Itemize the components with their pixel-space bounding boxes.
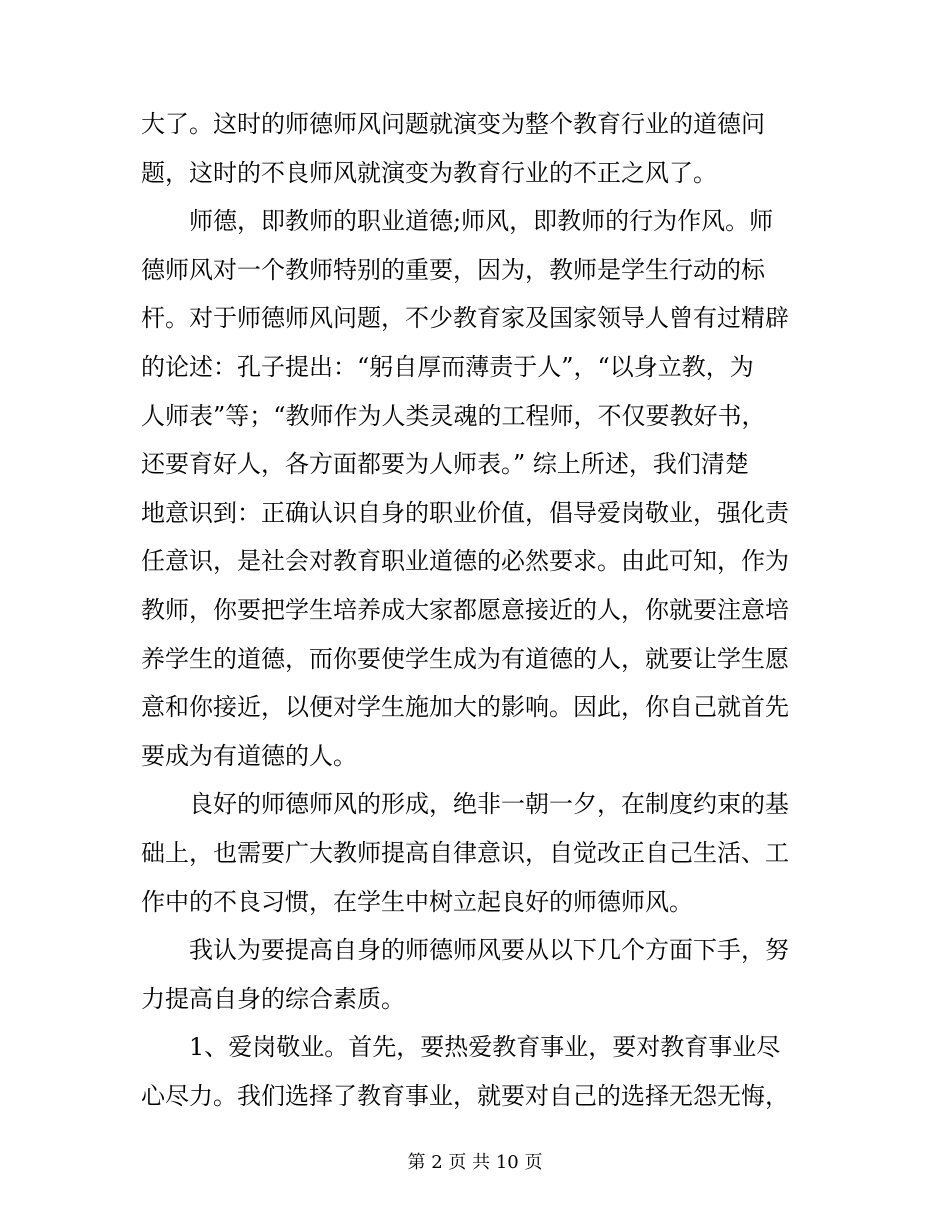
text-line: 良好的师德师风的形成，绝非一朝一夕，在制度约束的基 [141,790,789,819]
text-line: 1、爱岗敬业。首先，要热爱教育事业，要对教育事业尽 [141,1033,781,1062]
text-line: 地意识到：正确认识自身的职业价值，倡导爱岗敬业，强化责 [141,498,789,527]
text-line: 任意识，是社会对教育职业道德的必然要求。由此可知，作为 [141,547,789,576]
text-line: 养学生的道德，而你要使学生成为有道德的人，就要让学生愿 [141,644,789,673]
text-line: 作中的不良习惯，在学生中树立起良好的师德师风。 [141,887,693,916]
text-line: 意和你接近，以便对学生施加大的影响。因此，你自己就首先 [141,693,789,722]
text-line: 教师，你要把学生培养成大家都愿意接近的人，你就要注意培 [141,595,789,624]
text-line: 题，这时的不良师风就演变为教育行业的不正之风了。 [141,158,717,187]
text-line: 人师表”等；“教师作为人类灵魂的工程师，不仅要教好书， [141,401,766,430]
text-line: 的论述：孔子提出：“躬自厚而薄责于人”，“以身立教，为 [141,352,754,381]
text-line: 杆。对于师德师风问题，不少教育家及国家领导人曾有过精辟 [141,304,789,333]
text-line: 还要育好人，各方面都要为人师表。” 综上所述，我们清楚 [141,450,749,479]
text-line: 我认为要提高自身的师德师风要从以下几个方面下手，努 [141,936,789,965]
text-line: 师德，即教师的职业道德;师风，即教师的行为作风。师 [141,207,774,236]
text-line: 力提高自身的综合素质。 [141,984,405,1013]
body-text [141,100,817,1120]
text-line: 德师风对一个教师特别的重要，因为，教师是学生行动的标 [141,255,765,284]
page-number: 第 2 页 共 10 页 [407,1152,543,1173]
text-line: 要成为有道德的人。 [141,741,357,770]
text-line: 心尽力。我们选择了教育事业，就要对自己的选择无怨无悔， [141,1081,789,1110]
page-footer [0,1148,950,1178]
text-line: 大了。这时的师德师风问题就演变为整个教育行业的道德问 [141,110,765,138]
text-line: 础上，也需要广大教师提高自律意识，自觉改正自己生活、工 [141,838,789,867]
